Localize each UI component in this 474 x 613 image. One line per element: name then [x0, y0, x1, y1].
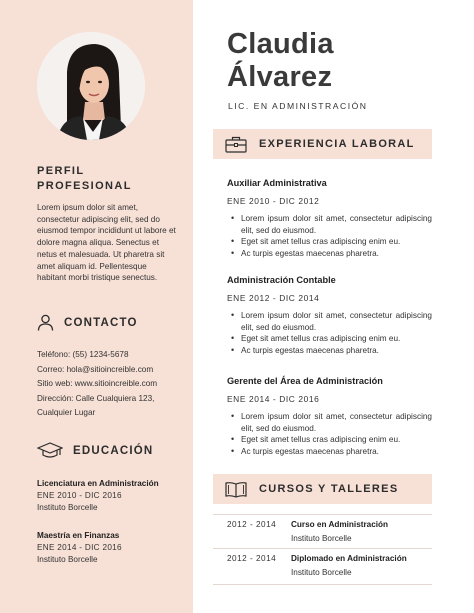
- person-icon: [37, 314, 54, 331]
- job-bullet: • Eget sit amet tellus cras adipiscing enim eu.: [227, 333, 432, 345]
- job-bullet: • Eget sit amet tellus cras adipiscing enim eu.: [227, 434, 432, 446]
- contact-email[interactable]: Correo: hola@sitioincreible.com: [37, 364, 154, 374]
- contact-address-line2: Cualquier Lugar: [37, 408, 96, 417]
- courses-header: [213, 474, 432, 504]
- education-title: EDUCACIÓN: [73, 445, 154, 457]
- course-years: 2012 - 2014: [227, 554, 277, 563]
- education-institution: Instituto Borcelle: [37, 503, 98, 512]
- job-dates: ENE 2010 - DIC 2012: [227, 196, 320, 206]
- job-bullets: [227, 213, 432, 259]
- education-dates: ENE 2010 - DIC 2016: [37, 491, 122, 500]
- job-bullet: • Lorem ipsum dolor sit amet, consectetur adipiscing elit, sed do eiusmod.: [227, 411, 432, 434]
- course-name: Diplomado en Administración: [291, 554, 407, 563]
- last-name: Álvarez: [227, 61, 333, 93]
- person-role: LIC. EN ADMINISTRACIÓN: [228, 101, 368, 111]
- job-bullet: • Ac turpis egestas maecenas pharetra.: [227, 248, 432, 260]
- graduation-cap-icon: [37, 442, 63, 460]
- portrait-photo: [37, 32, 145, 140]
- courses-title: CURSOS Y TALLERES: [259, 483, 399, 495]
- course-name: Curso en Administración: [291, 520, 389, 529]
- job-title: Gerente del Área de Administración: [227, 376, 383, 386]
- course-years: 2012 - 2014: [227, 520, 277, 529]
- job-dates: ENE 2012 - DIC 2014: [227, 293, 320, 303]
- open-book-icon: [225, 481, 247, 498]
- contact-header: [37, 314, 138, 331]
- experience-header: [213, 129, 432, 159]
- profile-text: Lorem ipsum dolor sit amet, consectetur adipiscing elit, sed do eiusmod tempor incididunt ut labore et dolore magna aliqua. Senectus et netus et malesuada. Ut pharetra sit amet aliquam id. Pellentesque habitant morbi tristique senectus.: [37, 203, 176, 283]
- education-item: [37, 477, 187, 514]
- job-bullet: • Lorem ipsum dolor sit amet, consectetur adipiscing elit, sed do eiusmod.: [227, 310, 432, 333]
- first-name: Claudia: [227, 28, 334, 60]
- contact-phone: Teléfono: (55) 1234-5678: [37, 350, 129, 359]
- job-entry: [227, 273, 432, 356]
- profile-title: PERFIL PROFESIONAL: [37, 165, 132, 192]
- divider: [213, 548, 432, 549]
- contact-list: [37, 348, 187, 421]
- education-degree: Maestría en Finanzas: [37, 531, 120, 540]
- course-institution: Instituto Borcelle: [291, 568, 352, 577]
- job-entry: [227, 176, 432, 259]
- experience-title: EXPERIENCIA LABORAL: [259, 138, 415, 150]
- briefcase-icon: [225, 136, 247, 153]
- contact-title: CONTACTO: [64, 316, 138, 329]
- job-bullets: [227, 310, 432, 356]
- person-name: [227, 28, 334, 94]
- education-institution: Instituto Borcelle: [37, 555, 98, 564]
- job-bullet: • Lorem ipsum dolor sit amet, consectetur adipiscing elit, sed do eiusmod.: [227, 213, 432, 236]
- contact-website[interactable]: Sitio web: www.sitioincreible.com: [37, 379, 158, 388]
- left-sidebar: [0, 0, 193, 613]
- job-bullet: • Ac turpis egestas maecenas pharetra.: [227, 446, 432, 458]
- divider: [213, 514, 432, 515]
- job-dates: ENE 2014 - DIC 2016: [227, 394, 320, 404]
- job-bullets: [227, 411, 432, 457]
- divider: [213, 584, 432, 585]
- education-item: [37, 529, 187, 566]
- job-entry: [227, 374, 432, 457]
- education-header: [37, 442, 153, 460]
- job-bullet: • Ac turpis egestas maecenas pharetra.: [227, 345, 432, 357]
- job-bullet: • Eget sit amet tellus cras adipiscing enim eu.: [227, 236, 432, 248]
- contact-address-line1: Dirección: Calle Cualquiera 123,: [37, 393, 155, 403]
- education-dates: ENE 2014 - DIC 2016: [37, 543, 122, 552]
- education-degree: Licenciatura en Administración: [37, 479, 159, 488]
- course-institution: Instituto Borcelle: [291, 534, 352, 543]
- job-title: Administración Contable: [227, 275, 336, 285]
- profile-photo: [37, 32, 145, 140]
- job-title: Auxiliar Administrativa: [227, 178, 327, 188]
